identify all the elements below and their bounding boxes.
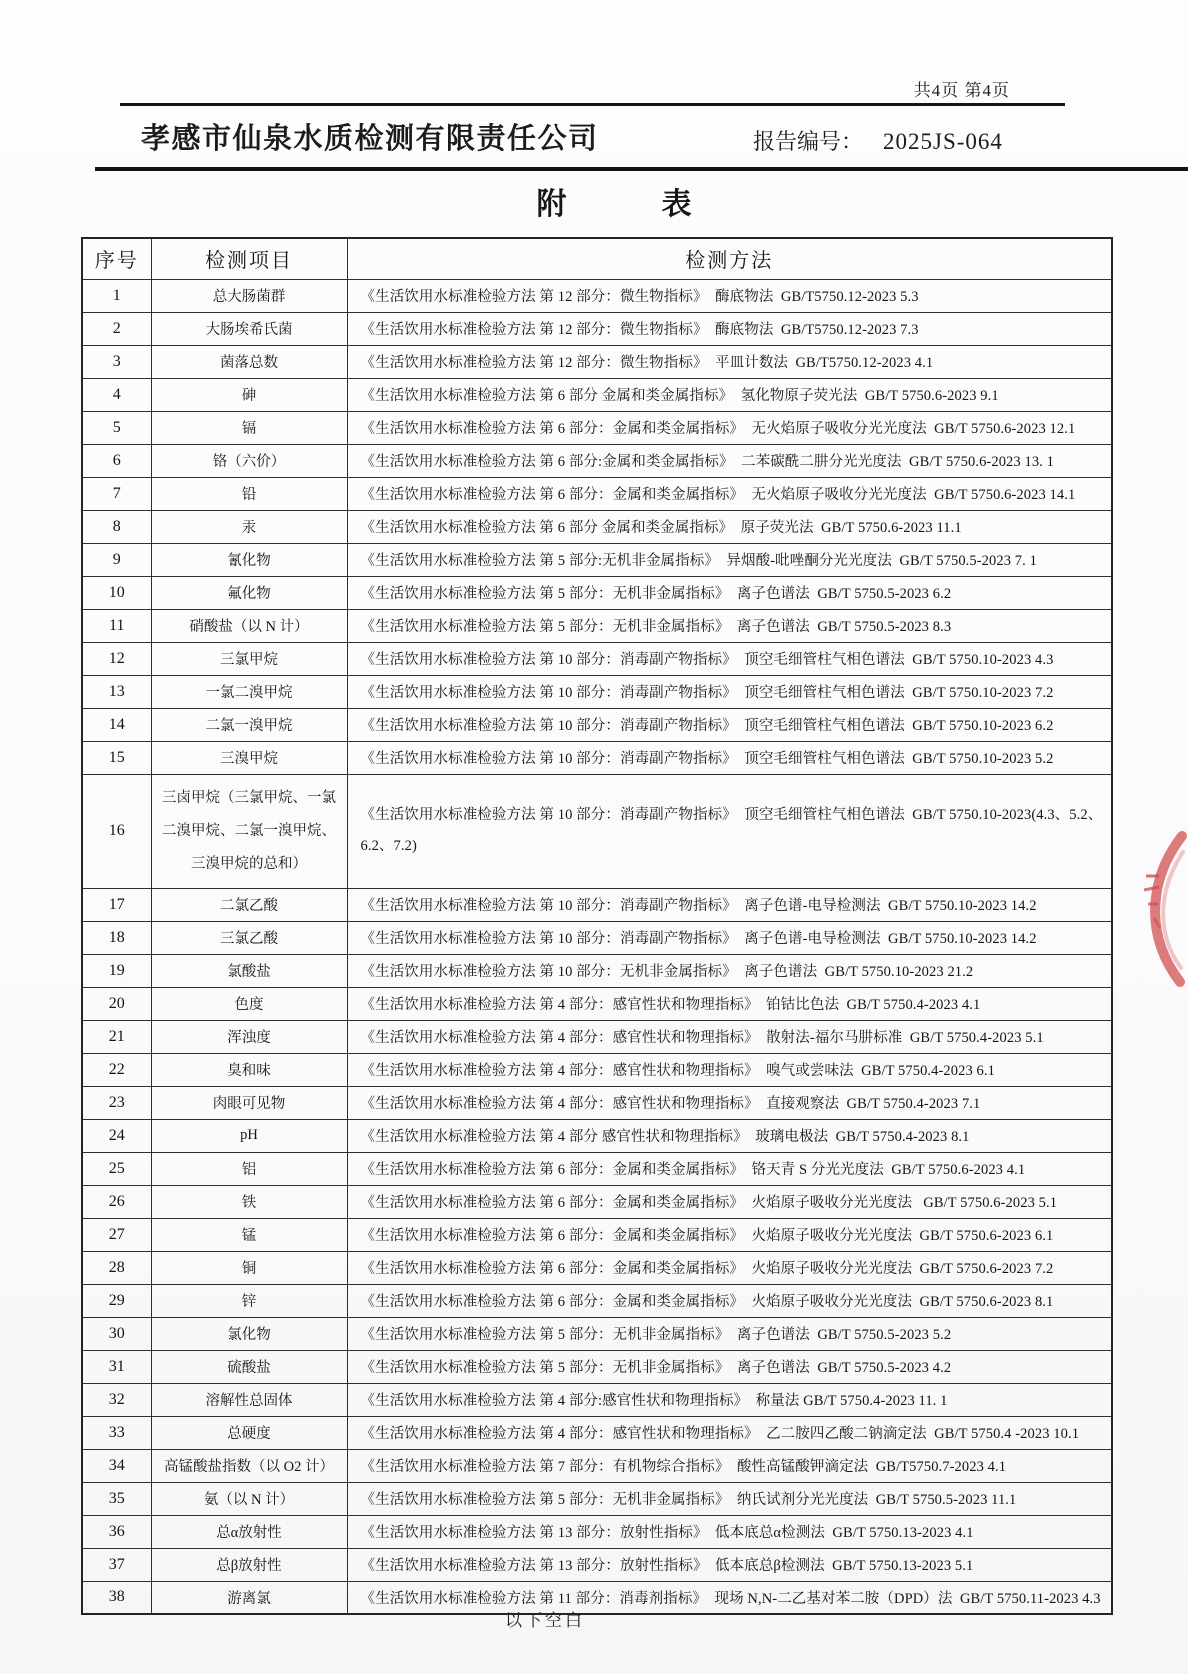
table-body [82,279,1112,1614]
test-method-cell: 《生活饮用水标准检验方法 第 4 部分：感官性状和物理指标》 嗅气或尝味法 GB/T 5750.4-2023 6.1 [347,1053,1112,1086]
test-item-cell: 镉 [151,411,347,444]
row-number-cell: 14 [82,708,151,741]
test-method-cell: 《生活饮用水标准检验方法 第 6 部分：金属和类金属指标》 无火焰原子吸收分光光度法 GB/T 5750.6-2023 12.1 [347,411,1112,444]
row-number-cell: 21 [82,1020,151,1053]
table-row [82,888,1112,921]
test-method-cell: 《生活饮用水标准检验方法 第 6 部分:金属和类金属指标》 二苯碳酰二肼分光光度法 GB/T 5750.6-2023 13. 1 [347,444,1112,477]
row-number-cell: 36 [82,1515,151,1548]
row-number-cell: 31 [82,1350,151,1383]
page-number: 共4页 第4页 [913,81,1010,100]
row-number-cell: 4 [82,378,151,411]
test-method-cell: 《生活饮用水标准检验方法 第 6 部分：金属和类金属指标》 火焰原子吸收分光光度法 GB/T 5750.6-2023 6.1 [347,1218,1112,1251]
table-row [82,1020,1112,1053]
test-method-cell: 《生活饮用水标准检验方法 第 5 部分：无机非金属指标》 纳氏试剂分光光度法 GB/T 5750.5-2023 11.1 [347,1482,1112,1515]
table-row [82,477,1112,510]
row-number-cell: 15 [82,741,151,774]
row-number-cell: 26 [82,1185,151,1218]
test-item-cell: 锌 [151,1284,347,1317]
test-item-cell: 硫酸盐 [151,1350,347,1383]
table-header-row [82,238,1112,279]
row-number-cell: 33 [82,1416,151,1449]
test-method-cell: 《生活饮用水标准检验方法 第 13 部分：放射性指标》 低本底总β检测法 GB/T 5750.13-2023 5.1 [347,1548,1112,1581]
test-method-cell: 《生活饮用水标准检验方法 第 10 部分：消毒副产物指标》 顶空毛细管柱气相色谱法 GB/T 5750.10-2023 5.2 [347,741,1112,774]
test-method-cell: 《生活饮用水标准检验方法 第 6 部分：金属和类金属指标》 火焰原子吸收分光光度法 GB/T 5750.6-2023 5.1 [347,1185,1112,1218]
header-rule-bottom [95,167,1188,171]
test-method-cell: 《生活饮用水标准检验方法 第 10 部分：无机非金属指标》 离子色谱法 GB/T 5750.10-2023 21.2 [347,954,1112,987]
table-row [82,345,1112,378]
row-number-cell: 19 [82,954,151,987]
row-number-cell: 35 [82,1482,151,1515]
method-table [81,237,1113,1615]
column-header-item: 检测项目 [151,238,347,279]
table-row [82,1218,1112,1251]
test-method-cell: 《生活饮用水标准检验方法 第 10 部分：消毒副产物指标》 顶空毛细管柱气相色谱法 GB/T 5750.10-2023 6.2 [347,708,1112,741]
row-number-cell: 23 [82,1086,151,1119]
test-item-cell: 总β放射性 [151,1548,347,1581]
row-number-cell: 37 [82,1548,151,1581]
test-method-cell: 《生活饮用水标准检验方法 第 6 部分：金属和类金属指标》 无火焰原子吸收分光光度法 GB/T 5750.6-2023 14.1 [347,477,1112,510]
test-item-cell: 二氯乙酸 [151,888,347,921]
row-number-cell: 9 [82,543,151,576]
table-row [82,312,1112,345]
test-method-cell: 《生活饮用水标准检验方法 第 4 部分：感官性状和物理指标》 散射法-福尔马肼标准 GB/T 5750.4-2023 5.1 [347,1020,1112,1053]
row-number-cell: 12 [82,642,151,675]
table-row [82,954,1112,987]
test-method-cell: 《生活饮用水标准检验方法 第 12 部分：微生物指标》 平皿计数法 GB/T5750.12-2023 4.1 [347,345,1112,378]
test-item-cell: pH [151,1119,347,1152]
test-item-cell: 游离氯 [151,1581,347,1614]
table-row [82,921,1112,954]
test-item-cell: 肉眼可见物 [151,1086,347,1119]
table-row [82,1086,1112,1119]
table-row [82,1284,1112,1317]
table-row [82,1515,1112,1548]
test-method-cell: 《生活饮用水标准检验方法 第 7 部分：有机物综合指标》 酸性高锰酸钾滴定法 GB/T5750.7-2023 4.1 [347,1449,1112,1482]
test-method-cell: 《生活饮用水标准检验方法 第 5 部分：无机非金属指标》 离子色谱法 GB/T 5750.5-2023 8.3 [347,609,1112,642]
test-item-cell: 菌落总数 [151,345,347,378]
row-number-cell: 1 [82,279,151,312]
table-row [82,1482,1112,1515]
test-method-cell: 《生活饮用水标准检验方法 第 6 部分 金属和类金属指标》 原子荧光法 GB/T 5750.6-2023 11.1 [347,510,1112,543]
test-item-cell: 铅 [151,477,347,510]
test-method-cell: 《生活饮用水标准检验方法 第 10 部分：消毒副产物指标》 顶空毛细管柱气相色谱法 GB/T 5750.10-2023 4.3 [347,642,1112,675]
table-row [82,987,1112,1020]
table-row [82,1350,1112,1383]
test-method-cell: 《生活饮用水标准检验方法 第 6 部分：金属和类金属指标》 火焰原子吸收分光光度法 GB/T 5750.6-2023 7.2 [347,1251,1112,1284]
row-number-cell: 25 [82,1152,151,1185]
row-number-cell: 20 [82,987,151,1020]
table-row [82,411,1112,444]
test-item-cell: 汞 [151,510,347,543]
test-item-cell: 氯酸盐 [151,954,347,987]
table-row [82,576,1112,609]
page-title-char-right: 表 [661,188,692,221]
test-item-cell: 总硬度 [151,1416,347,1449]
row-number-cell: 29 [82,1284,151,1317]
row-number-cell: 7 [82,477,151,510]
test-item-cell: 总α放射性 [151,1515,347,1548]
table-row [82,675,1112,708]
table-row [82,510,1112,543]
report-number [753,125,1003,156]
header-rule-top [120,103,1065,106]
test-method-cell: 《生活饮用水标准检验方法 第 13 部分：放射性指标》 低本底总α检测法 GB/T 5750.13-2023 4.1 [347,1515,1112,1548]
table-row [82,1152,1112,1185]
test-method-cell: 《生活饮用水标准检验方法 第 4 部分:感官性状和物理指标》 称量法 GB/T 5750.4-2023 11. 1 [347,1383,1112,1416]
test-item-cell: 氨（以 N 计） [151,1482,347,1515]
row-number-cell: 28 [82,1251,151,1284]
table-row [82,1185,1112,1218]
test-method-cell: 《生活饮用水标准检验方法 第 10 部分：消毒副产物指标》 离子色谱-电导检测法 GB/T 5750.10-2023 14.2 [347,921,1112,954]
company-name: 孝感市仙泉水质检测有限责任公司 [141,123,599,155]
test-item-cell: 锰 [151,1218,347,1251]
row-number-cell: 32 [82,1383,151,1416]
test-method-cell: 《生活饮用水标准检验方法 第 5 部分：无机非金属指标》 离子色谱法 GB/T 5750.5-2023 5.2 [347,1317,1112,1350]
row-number-cell: 10 [82,576,151,609]
table-row [82,741,1112,774]
row-number-cell: 34 [82,1449,151,1482]
test-item-cell: 氰化物 [151,543,347,576]
row-number-cell: 8 [82,510,151,543]
page-title-char-left: 附 [536,188,567,221]
table-row [82,1383,1112,1416]
row-number-cell: 27 [82,1218,151,1251]
column-header-no: 序号 [82,238,151,279]
row-number-cell: 30 [82,1317,151,1350]
test-method-cell: 《生活饮用水标准检验方法 第 10 部分：消毒副产物指标》 顶空毛细管柱气相色谱法 GB/T 5750.10-2023 7.2 [347,675,1112,708]
row-number-cell: 17 [82,888,151,921]
test-method-cell: 《生活饮用水标准检验方法 第 4 部分：感官性状和物理指标》 乙二胺四乙酸二钠滴定法 GB/T 5750.4 -2023 10.1 [347,1416,1112,1449]
test-item-cell: 高锰酸盐指数（以 O2 计） [151,1449,347,1482]
test-item-cell: 三溴甲烷 [151,741,347,774]
test-method-cell: 《生活饮用水标准检验方法 第 4 部分 感官性状和物理指标》 玻璃电极法 GB/T 5750.4-2023 8.1 [347,1119,1112,1152]
test-method-cell: 《生活饮用水标准检验方法 第 10 部分：消毒副产物指标》 顶空毛细管柱气相色谱法 GB/T 5750.10-2023(4.3、5.2、6.2、7.2) [347,774,1112,888]
table-row [82,1317,1112,1350]
test-method-cell: 《生活饮用水标准检验方法 第 5 部分：无机非金属指标》 离子色谱法 GB/T 5750.5-2023 6.2 [347,576,1112,609]
page-title [20,179,1188,223]
report-number-label: 报告编号： [753,129,864,154]
column-header-method: 检测方法 [347,238,1112,279]
test-method-cell: 《生活饮用水标准检验方法 第 6 部分 金属和类金属指标》 氢化物原子荧光法 GB/T 5750.6-2023 9.1 [347,378,1112,411]
test-method-cell: 《生活饮用水标准检验方法 第 12 部分：微生物指标》 酶底物法 GB/T5750.12-2023 7.3 [347,312,1112,345]
row-number-cell: 2 [82,312,151,345]
test-method-cell: 《生活饮用水标准检验方法 第 5 部分：无机非金属指标》 离子色谱法 GB/T 5750.5-2023 4.2 [347,1350,1112,1383]
test-item-cell: 大肠埃希氏菌 [151,312,347,345]
test-item-cell: 臭和味 [151,1053,347,1086]
row-number-cell: 22 [82,1053,151,1086]
row-number-cell: 18 [82,921,151,954]
test-method-cell: 《生活饮用水标准检验方法 第 5 部分:无机非金属指标》 异烟酸-吡唑酮分光光度法 GB/T 5750.5-2023 7. 1 [347,543,1112,576]
test-item-cell: 铜 [151,1251,347,1284]
table-row [82,708,1112,741]
table-row [82,609,1112,642]
test-method-cell: 《生活饮用水标准检验方法 第 6 部分：金属和类金属指标》 铬天青 S 分光光度法 GB/T 5750.6-2023 4.1 [347,1152,1112,1185]
test-item-cell: 三氯乙酸 [151,921,347,954]
test-item-cell: 氟化物 [151,576,347,609]
table-row [82,1251,1112,1284]
table-row [82,642,1112,675]
test-item-cell: 一氯二溴甲烷 [151,675,347,708]
row-number-cell: 11 [82,609,151,642]
table-row [82,444,1112,477]
test-item-cell: 色度 [151,987,347,1020]
row-number-cell: 6 [82,444,151,477]
row-number-cell: 24 [82,1119,151,1152]
table-row [82,1119,1112,1152]
test-method-cell: 《生活饮用水标准检验方法 第 6 部分：金属和类金属指标》 火焰原子吸收分光光度法 GB/T 5750.6-2023 8.1 [347,1284,1112,1317]
test-item-cell: 氯化物 [151,1317,347,1350]
table-row [82,1548,1112,1581]
test-item-cell: 硝酸盐（以 N 计） [151,609,347,642]
table-row [82,378,1112,411]
footer-blank-note: 以下空白 [505,1611,585,1630]
table-row [82,279,1112,312]
test-item-cell: 二氯一溴甲烷 [151,708,347,741]
row-number-cell: 38 [82,1581,151,1614]
test-item-cell: 铝 [151,1152,347,1185]
test-item-cell: 溶解性总固体 [151,1383,347,1416]
test-method-cell: 《生活饮用水标准检验方法 第 4 部分：感官性状和物理指标》 铂钴比色法 GB/T 5750.4-2023 4.1 [347,987,1112,1020]
test-item-cell: 铁 [151,1185,347,1218]
test-method-cell: 《生活饮用水标准检验方法 第 12 部分：微生物指标》 酶底物法 GB/T5750.12-2023 5.3 [347,279,1112,312]
row-number-cell: 3 [82,345,151,378]
test-method-cell: 《生活饮用水标准检验方法 第 4 部分：感官性状和物理指标》 直接观察法 GB/T 5750.4-2023 7.1 [347,1086,1112,1119]
table-row [82,1053,1112,1086]
row-number-cell: 13 [82,675,151,708]
test-item-cell: 三卤甲烷（三氯甲烷、一氯二溴甲烷、二氯一溴甲烷、三溴甲烷的总和） [151,774,347,888]
table-row [82,543,1112,576]
table-row [82,1416,1112,1449]
row-number-cell: 16 [82,774,151,888]
report-number-value: 2025JS-064 [883,129,1003,154]
table-row [82,774,1112,888]
red-seal-partial-icon [1136,818,1188,1008]
test-item-cell: 砷 [151,378,347,411]
test-item-cell: 铬（六价） [151,444,347,477]
test-method-cell: 《生活饮用水标准检验方法 第 11 部分：消毒剂指标》 现场 N,N-二乙基对苯二胺（DPD）法 GB/T 5750.11-2023 4.3 [347,1581,1112,1614]
row-number-cell: 5 [82,411,151,444]
test-item-cell: 总大肠菌群 [151,279,347,312]
test-item-cell: 浑浊度 [151,1020,347,1053]
table-row [82,1449,1112,1482]
test-method-cell: 《生活饮用水标准检验方法 第 10 部分：消毒副产物指标》 离子色谱-电导检测法 GB/T 5750.10-2023 14.2 [347,888,1112,921]
test-item-cell: 三氯甲烷 [151,642,347,675]
